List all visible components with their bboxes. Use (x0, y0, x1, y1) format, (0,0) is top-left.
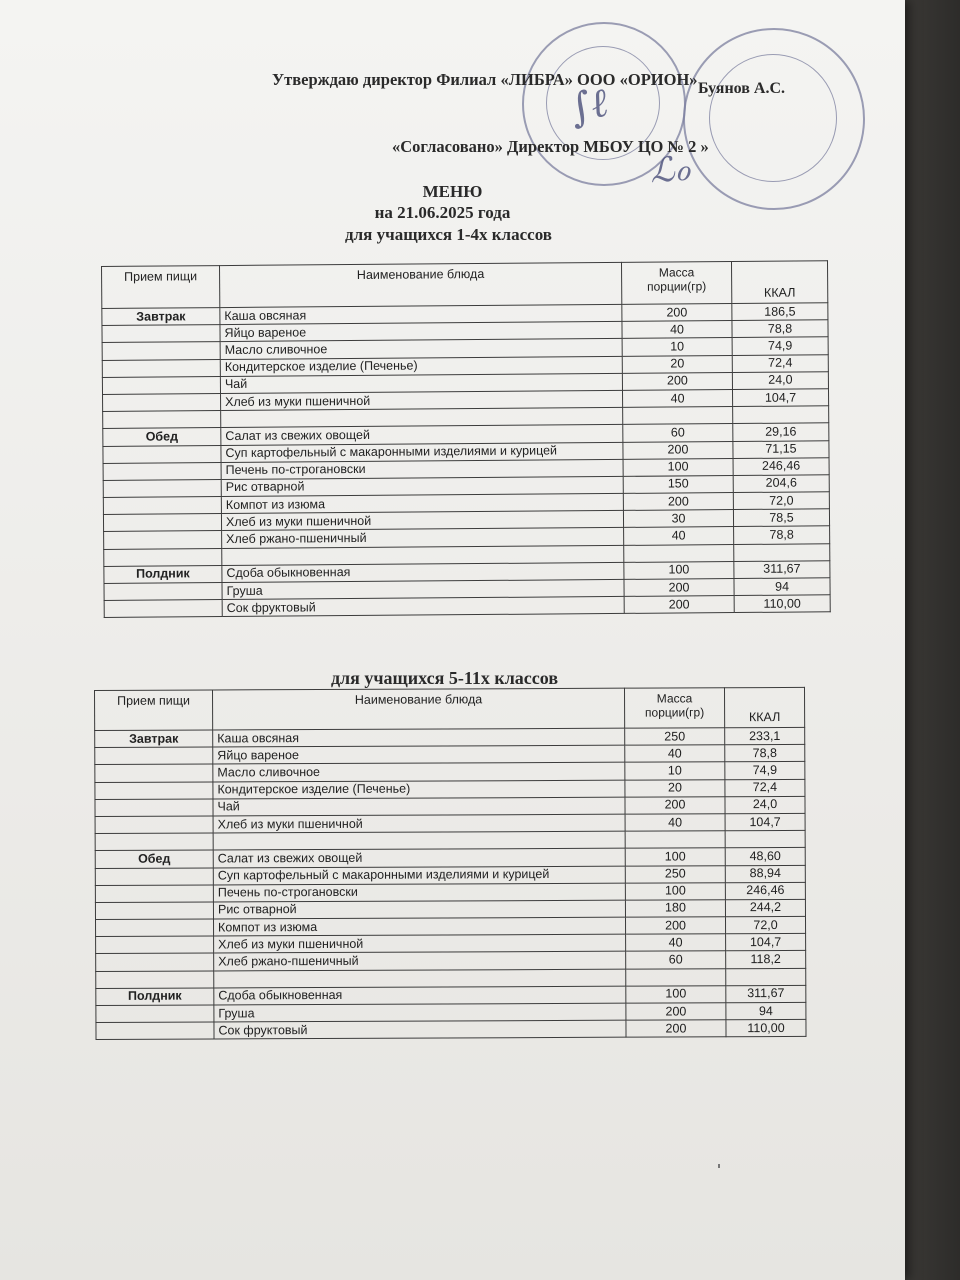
mass-cell: 200 (626, 1003, 726, 1021)
kcal-cell: 48,60 (725, 848, 805, 866)
menu-date: на 21.06.2025 года (374, 203, 511, 222)
meal-cell (103, 394, 221, 412)
mass-cell: 40 (625, 745, 725, 763)
meal-cell (95, 902, 213, 920)
kcal-cell: 78,8 (732, 320, 828, 338)
mass-cell: 250 (625, 728, 725, 746)
mass-cell: 250 (625, 865, 725, 883)
dish-cell: Хлеб из муки пшеничной (221, 390, 623, 410)
kcal-cell: 78,5 (733, 509, 829, 527)
meal-cell: Обед (95, 850, 213, 868)
kcal-cell (733, 406, 829, 424)
mass-cell: 40 (625, 814, 725, 832)
meal-cell: Полдник (104, 565, 222, 583)
group-title-1-4: для учащихся 1-4х классов (345, 225, 552, 244)
kcal-cell (734, 543, 830, 561)
dish-cell: Яйцо вареное (213, 745, 625, 764)
meal-cell (102, 342, 220, 360)
col-header-kcal: ККАЛ (731, 261, 827, 304)
dish-cell (214, 969, 626, 988)
meal-cell: Завтрак (102, 308, 220, 326)
meal-cell (103, 445, 221, 463)
kcal-cell: 72,0 (733, 492, 829, 510)
mass-cell: 100 (624, 561, 734, 579)
dish-cell: Сок фруктовый (214, 1020, 626, 1039)
dish-cell: Кондитерское изделие (Печенье) (213, 780, 625, 799)
mass-cell: 200 (625, 796, 725, 814)
dish-cell: Хлеб из муки пшеничной (214, 934, 626, 953)
kcal-cell: 246,46 (733, 457, 829, 475)
signature-icon: ∫ℓ (565, 79, 612, 133)
kcal-cell: 110,00 (726, 1020, 806, 1038)
mass-cell: 200 (625, 917, 725, 935)
meal-cell (102, 325, 220, 343)
kcal-cell: 118,2 (726, 951, 806, 969)
mass-cell: 10 (622, 338, 732, 356)
dish-cell: Суп картофельный с макаронными изделиями и курицей (221, 442, 623, 462)
kcal-cell: 104,7 (725, 813, 805, 831)
mass-cell: 180 (625, 900, 725, 918)
kcal-cell (726, 968, 806, 986)
kcal-cell: 71,15 (733, 440, 829, 458)
mass-cell: 40 (622, 389, 732, 407)
kcal-cell: 72,4 (725, 779, 805, 797)
meal-cell (96, 1005, 214, 1023)
kcal-cell: 244,2 (725, 899, 805, 917)
kcal-cell: 24,0 (732, 372, 828, 390)
meal-cell (104, 531, 222, 549)
meal-cell (95, 764, 213, 782)
dish-cell: Яйцо вареное (220, 322, 622, 342)
kcal-cell: 186,5 (732, 303, 828, 321)
dish-cell: Каша овсяная (220, 304, 622, 324)
mass-cell: 100 (623, 458, 733, 476)
kcal-cell: 29,16 (733, 423, 829, 441)
mass-cell: 40 (622, 321, 732, 339)
mass-cell: 200 (624, 596, 734, 614)
kcal-cell: 110,00 (734, 595, 830, 613)
dish-cell: Груша (214, 1003, 626, 1022)
mass-cell: 60 (623, 424, 733, 442)
dish-cell: Печень по-строгановски (221, 459, 623, 479)
col-header-meal: Прием пищи (95, 690, 213, 731)
kcal-cell: 24,0 (725, 796, 805, 814)
dish-cell: Сдоба обыкновенная (222, 562, 624, 582)
dish-cell: Компот из изюма (221, 493, 623, 513)
mass-cell: 200 (626, 1020, 726, 1038)
mass-cell: 60 (626, 951, 726, 969)
meal-cell (102, 359, 220, 377)
dish-cell: Суп картофельный с макаронными изделиями и курицей (213, 866, 625, 885)
dish-cell: Хлеб из муки пшеничной (213, 814, 625, 833)
meal-cell (103, 497, 221, 515)
kcal-cell: 88,94 (725, 865, 805, 883)
mass-cell: 200 (623, 441, 733, 459)
meal-cell (95, 747, 213, 765)
dish-cell: Салат из свежих овощей (221, 425, 623, 445)
meal-cell: Завтрак (95, 730, 213, 748)
dish-cell: Сдоба обыкновенная (214, 986, 626, 1005)
meal-cell (104, 583, 222, 601)
meal-cell: Обед (103, 428, 221, 446)
kcal-cell: 204,6 (733, 475, 829, 493)
kcal-cell: 72,4 (732, 354, 828, 372)
mass-cell: 20 (622, 355, 732, 373)
meal-cell: Полдник (96, 988, 214, 1006)
menu-table-1-4 (101, 260, 831, 618)
dish-cell: Компот из изюма (214, 917, 626, 936)
meal-cell (104, 548, 222, 566)
mass-cell: 200 (623, 493, 733, 511)
dish-cell: Масло сливочное (213, 763, 625, 782)
mass-cell: 30 (623, 510, 733, 528)
meal-cell (96, 1022, 214, 1040)
meal-cell (95, 885, 213, 903)
kcal-cell: 74,9 (725, 762, 805, 780)
meal-cell (96, 971, 214, 989)
mass-cell: 200 (622, 372, 732, 390)
kcal-cell (725, 831, 805, 849)
kcal-cell: 78,8 (734, 526, 830, 544)
approve-name: Буянов А.С. (698, 80, 786, 97)
dish-cell: Груша (222, 579, 624, 599)
mass-cell: 100 (625, 882, 725, 900)
meal-cell (96, 953, 214, 971)
meal-cell (95, 867, 213, 885)
dish-cell: Чай (213, 797, 625, 816)
kcal-cell: 104,7 (726, 934, 806, 952)
col-header-dish: Наименование блюда (220, 262, 622, 307)
mass-cell (625, 831, 725, 849)
col-header-mass: Масса порции(гр) (624, 688, 724, 728)
kcal-cell: 246,46 (725, 882, 805, 900)
dish-cell: Печень по-строгановски (213, 883, 625, 902)
meal-cell (104, 600, 222, 618)
col-header-kcal: ККАЛ (724, 687, 804, 727)
meal-cell (95, 799, 213, 817)
dish-cell: Рис отварной (221, 476, 623, 496)
group-title-5-11: для учащихся 5-11х классов (330, 668, 559, 688)
mass-cell: 200 (624, 579, 734, 597)
dish-cell: Хлеб ржано-пшеничный (222, 528, 624, 548)
kcal-cell: 311,67 (726, 985, 806, 1003)
col-header-meal: Прием пищи (102, 266, 220, 309)
table-row (96, 1020, 806, 1040)
kcal-cell: 74,9 (732, 337, 828, 355)
kcal-cell: 233,1 (725, 727, 805, 745)
agreed-line: «Согласовано» Директор МБОУ ЦО № 2 » (392, 137, 709, 156)
mass-cell: 100 (626, 986, 726, 1004)
kcal-cell: 72,0 (725, 916, 805, 934)
dish-cell: Каша овсяная (213, 728, 625, 747)
col-header-mass: Масса порции(гр) (621, 262, 731, 305)
mass-cell (623, 407, 733, 425)
kcal-cell: 104,7 (732, 389, 828, 407)
mass-cell: 40 (626, 934, 726, 952)
kcal-cell: 311,67 (734, 561, 830, 579)
dish-cell (213, 831, 625, 850)
kcal-cell: 94 (734, 578, 830, 596)
paper-speck (718, 1164, 720, 1168)
menu-table-5-11 (94, 687, 807, 1040)
signature-icon: ℒℴ (648, 148, 692, 192)
dish-cell: Масло сливочное (220, 339, 622, 359)
mass-cell (626, 968, 726, 986)
meal-cell (103, 514, 221, 532)
approve-line: Утверждаю директор Филиал «ЛИБРА» ООО «ОРИОН» (272, 70, 698, 89)
meal-cell (96, 919, 214, 937)
meal-cell (96, 936, 214, 954)
meal-cell (95, 782, 213, 800)
dish-cell: Кондитерское изделие (Печенье) (220, 356, 622, 376)
dish-cell: Хлеб из муки пшеничной (221, 511, 623, 531)
dish-cell: Чай (220, 373, 622, 393)
col-header-dish: Наименование блюда (213, 688, 625, 730)
mass-cell: 100 (625, 848, 725, 866)
mass-cell: 40 (624, 527, 734, 545)
dish-cell: Хлеб ржано-пшеничный (214, 952, 626, 971)
kcal-cell: 78,8 (725, 745, 805, 763)
dish-cell: Рис отварной (213, 900, 625, 919)
meal-cell (95, 816, 213, 834)
meal-cell (103, 462, 221, 480)
mass-cell: 10 (625, 762, 725, 780)
mass-cell (624, 544, 734, 562)
mass-cell: 150 (623, 475, 733, 493)
meal-cell (103, 411, 221, 429)
mass-cell: 20 (625, 779, 725, 797)
meal-cell (103, 479, 221, 497)
dish-cell: Сок фруктовый (222, 597, 624, 617)
mass-cell: 200 (622, 304, 732, 322)
dish-cell: Салат из свежих овощей (213, 848, 625, 867)
kcal-cell: 94 (726, 1002, 806, 1020)
meal-cell (95, 833, 213, 851)
page-title: МЕНЮ (422, 182, 483, 201)
meal-cell (102, 376, 220, 394)
